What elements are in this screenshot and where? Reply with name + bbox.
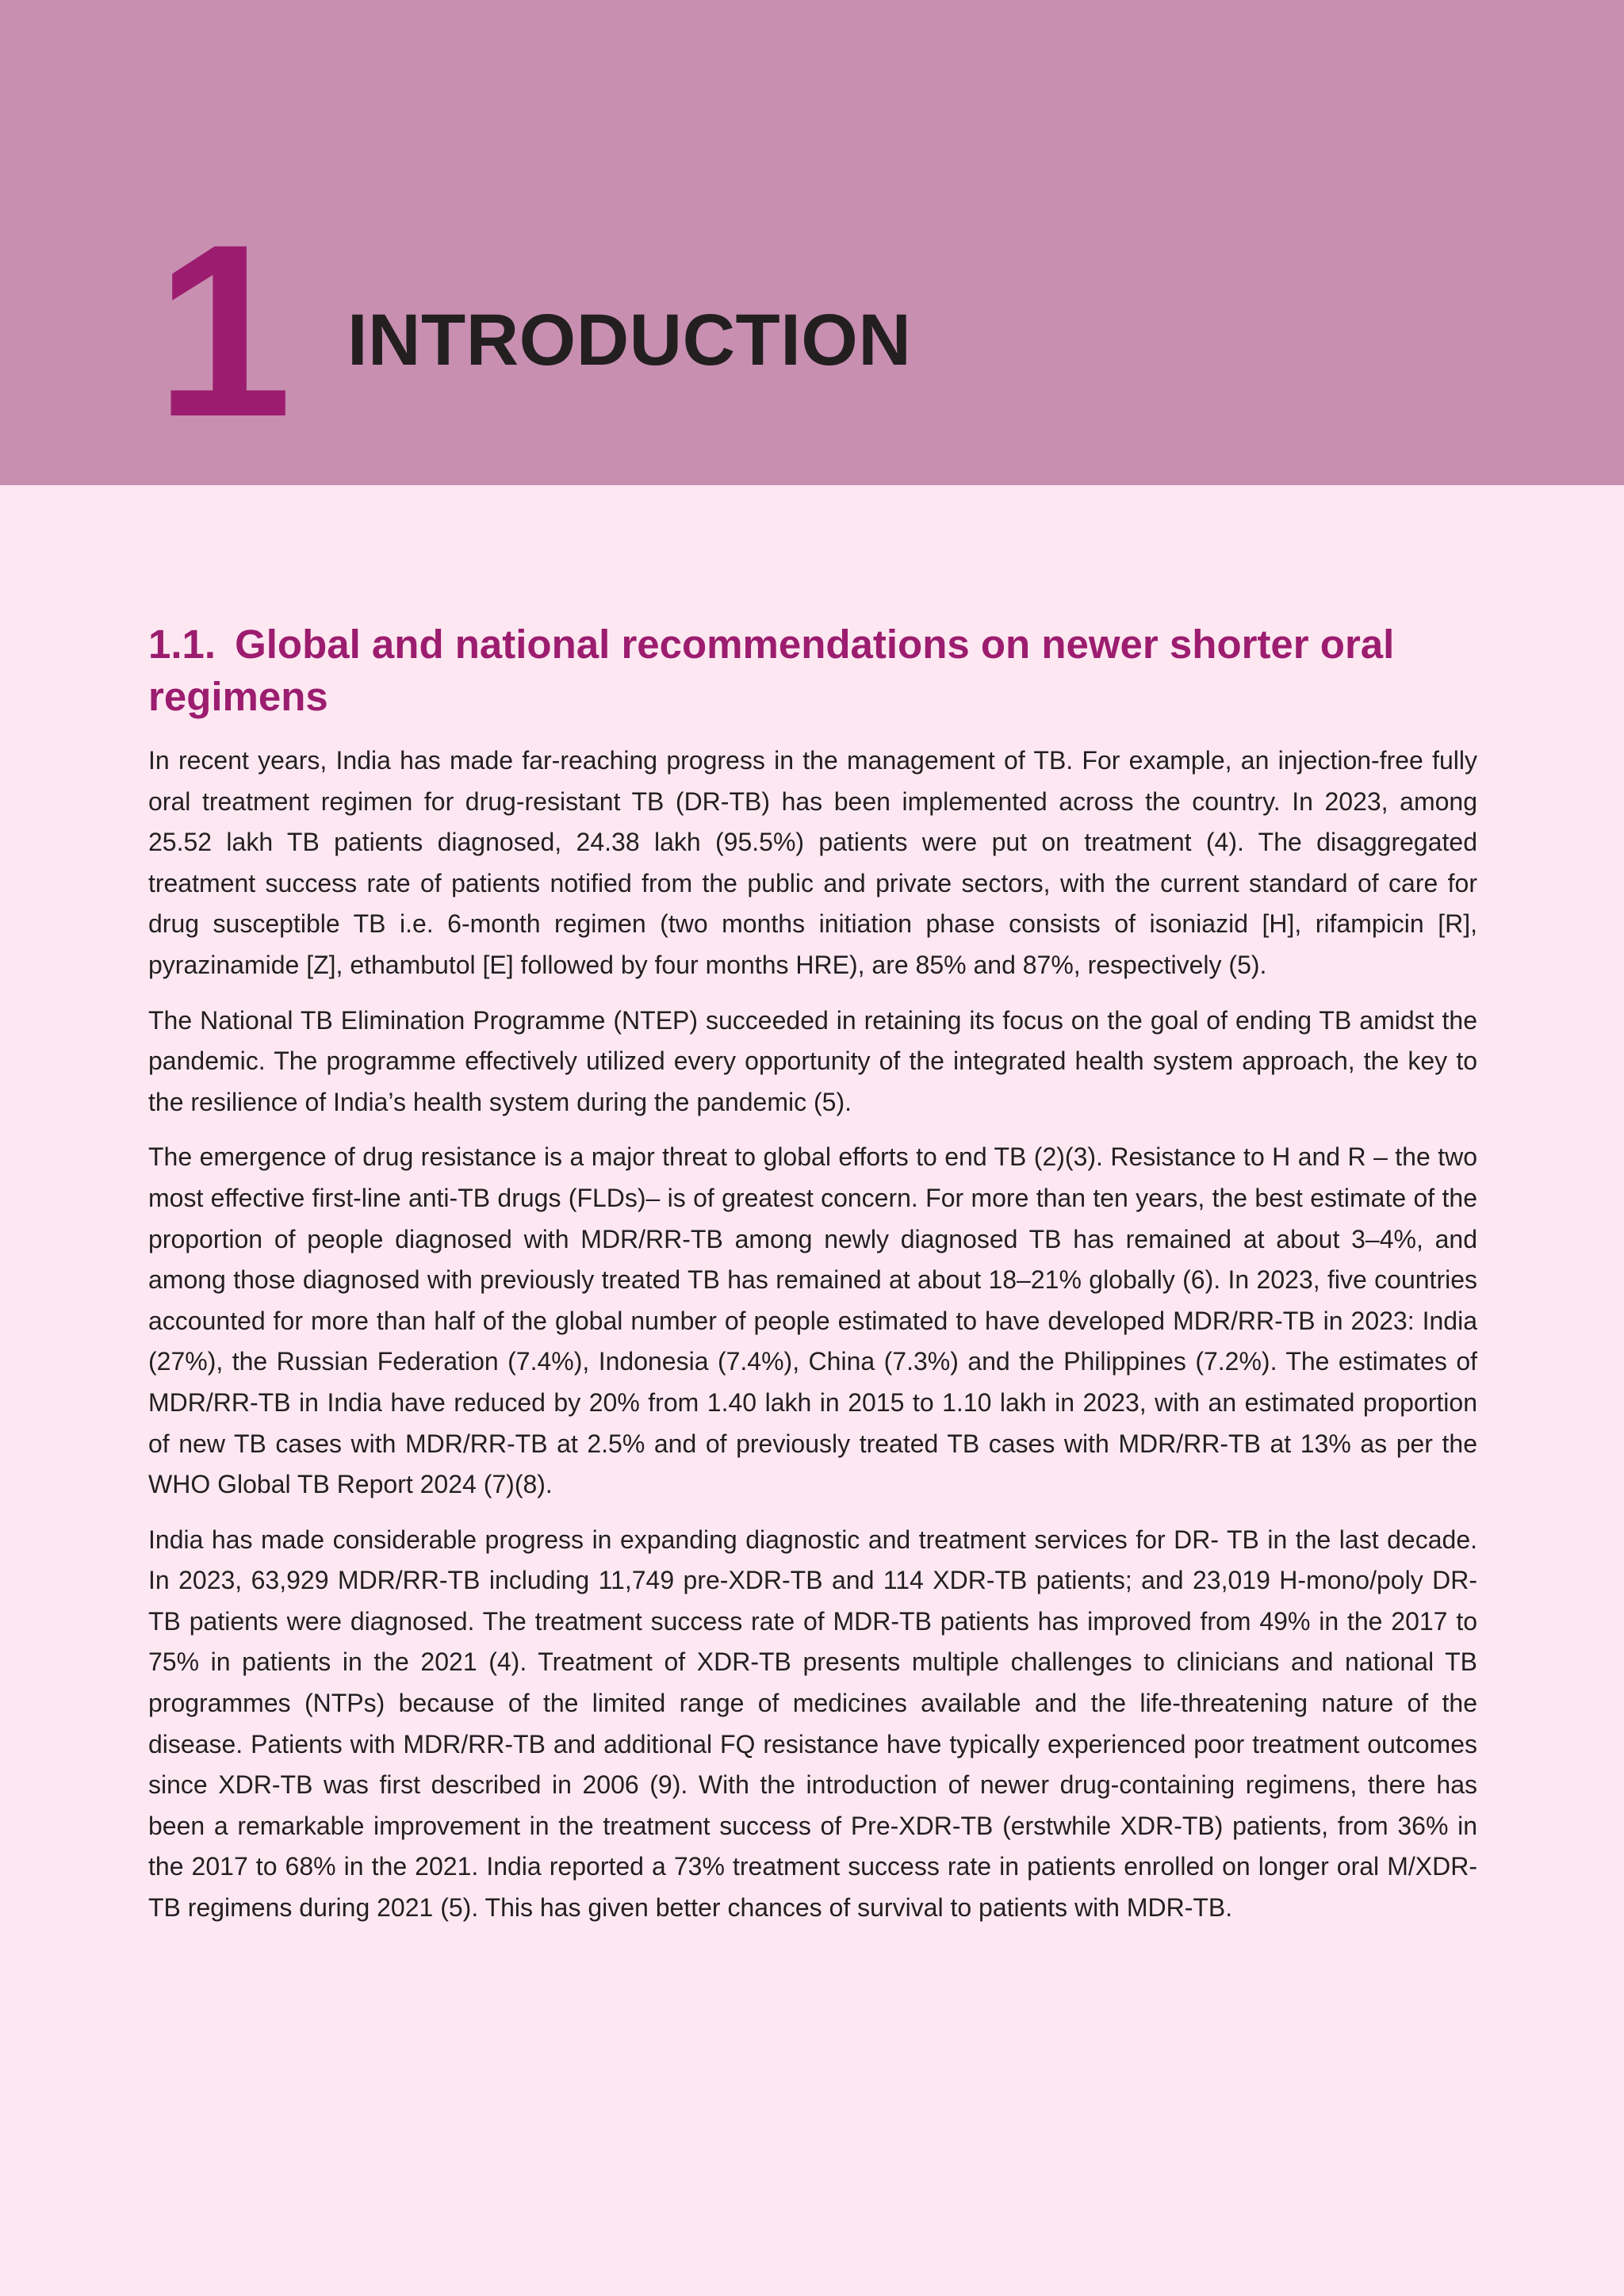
section-heading (148, 618, 1477, 723)
paragraph-4: India has made considerable progress in expanding diagnostic and treatment services for DR- TB in the last decade. In 2023, 63,929 MDR/RR-TB including 11,749 pre-XDR-TB and 114 XDR-TB patients; and 23,019 H-mono/poly DR-TB patients were diagnosed. The treatment success rate of MDR-TB patients has improved from 49% in the 2017 to 75% in patients in the 2021 (4). Treatment of XDR-TB presents multiple challenges to clinicians and national TB programmes (NTPs) because of the limited range of medicines available and the life-threatening nature of the disease. Patients with MDR/RR-TB and additional FQ resistance have typically experienced poor treatment outcomes since XDR-TB was first described in 2006 (9). With the introduction of newer drug-containing regimens, there has been a remarkable improvement in the treatment success of Pre-XDR-TB (erstwhile XDR-TB) patients, from 36% in the 2017 to 68% in the 2021. India reported a 73% treatment success rate in patients enrolled on longer oral M/XDR-TB regimens during 2021 (5). This has given better chances of survival to patients with MDR-TB. (148, 1525, 1477, 1923)
paragraph-2: The National TB Elimination Programme (NTEP) succeeded in retaining its focus on the goal of ending TB amidst the pandemic. The programme effectively utilized every opportunity of the integrated health system approach, the key to the resilience of India’s health system during the pandemic (5). (148, 1005, 1477, 1116)
paragraph-3: The emergence of drug resistance is a major threat to global efforts to end TB (2)(3). Resistance to H and R – the two most effective first-line anti-TB drugs (FLDs)– is of greatest concern. For more than ten years, the best estimate of the proportion of people diagnosed with MDR/RR-TB among newly diagnosed TB has remained at about 3–4%, and among those diagnosed with previously treated TB has remained at about 18–21% globally (6). In 2023, five countries accounted for more than half of the global number of people estimated to have developed MDR/RR-TB in 2023: India (27%), the Russian Federation (7.4%), Indonesia (7.4%), China (7.3%) and the Philippines (7.2%). The estimates of MDR/RR-TB in India have reduced by 20% from 1.40 lakh in 2015 to 1.10 lakh in 2023, with an estimated proportion of new TB cases with MDR/RR-TB at 2.5% and of previously treated TB cases with MDR/RR-TB at 13% as per the WHO Global TB Report 2024 (7)(8). (148, 1142, 1477, 1499)
section-title: Global and national recommendations on newer shorter oral regimens (148, 622, 1395, 719)
chapter-number: 1 (155, 193, 285, 468)
section-number: 1.1. (148, 622, 216, 667)
chapter-title: INTRODUCTION (347, 300, 912, 381)
page-content (148, 618, 1477, 1943)
chapter-header-band (0, 0, 1624, 485)
paragraph-1: In recent years, India has made far-reaching progress in the management of TB. For example, an injection-free fully oral treatment regimen for drug-resistant TB (DR-TB) has been implemented across the country. In 2023, among 25.52 lakh TB patients diagnosed, 24.38 lakh (95.5%) patients were put on treatment (4). The disaggregated treatment success rate of patients notified from the public and private sectors, with the current standard of care for drug susceptible TB i.e. 6-month regimen (two months initiation phase consists of isoniazid [H], rifampicin [R], pyrazinamide [Z], ethambutol [E] followed by four months HRE), are 85% and 87%, respectively (5). (148, 746, 1477, 979)
